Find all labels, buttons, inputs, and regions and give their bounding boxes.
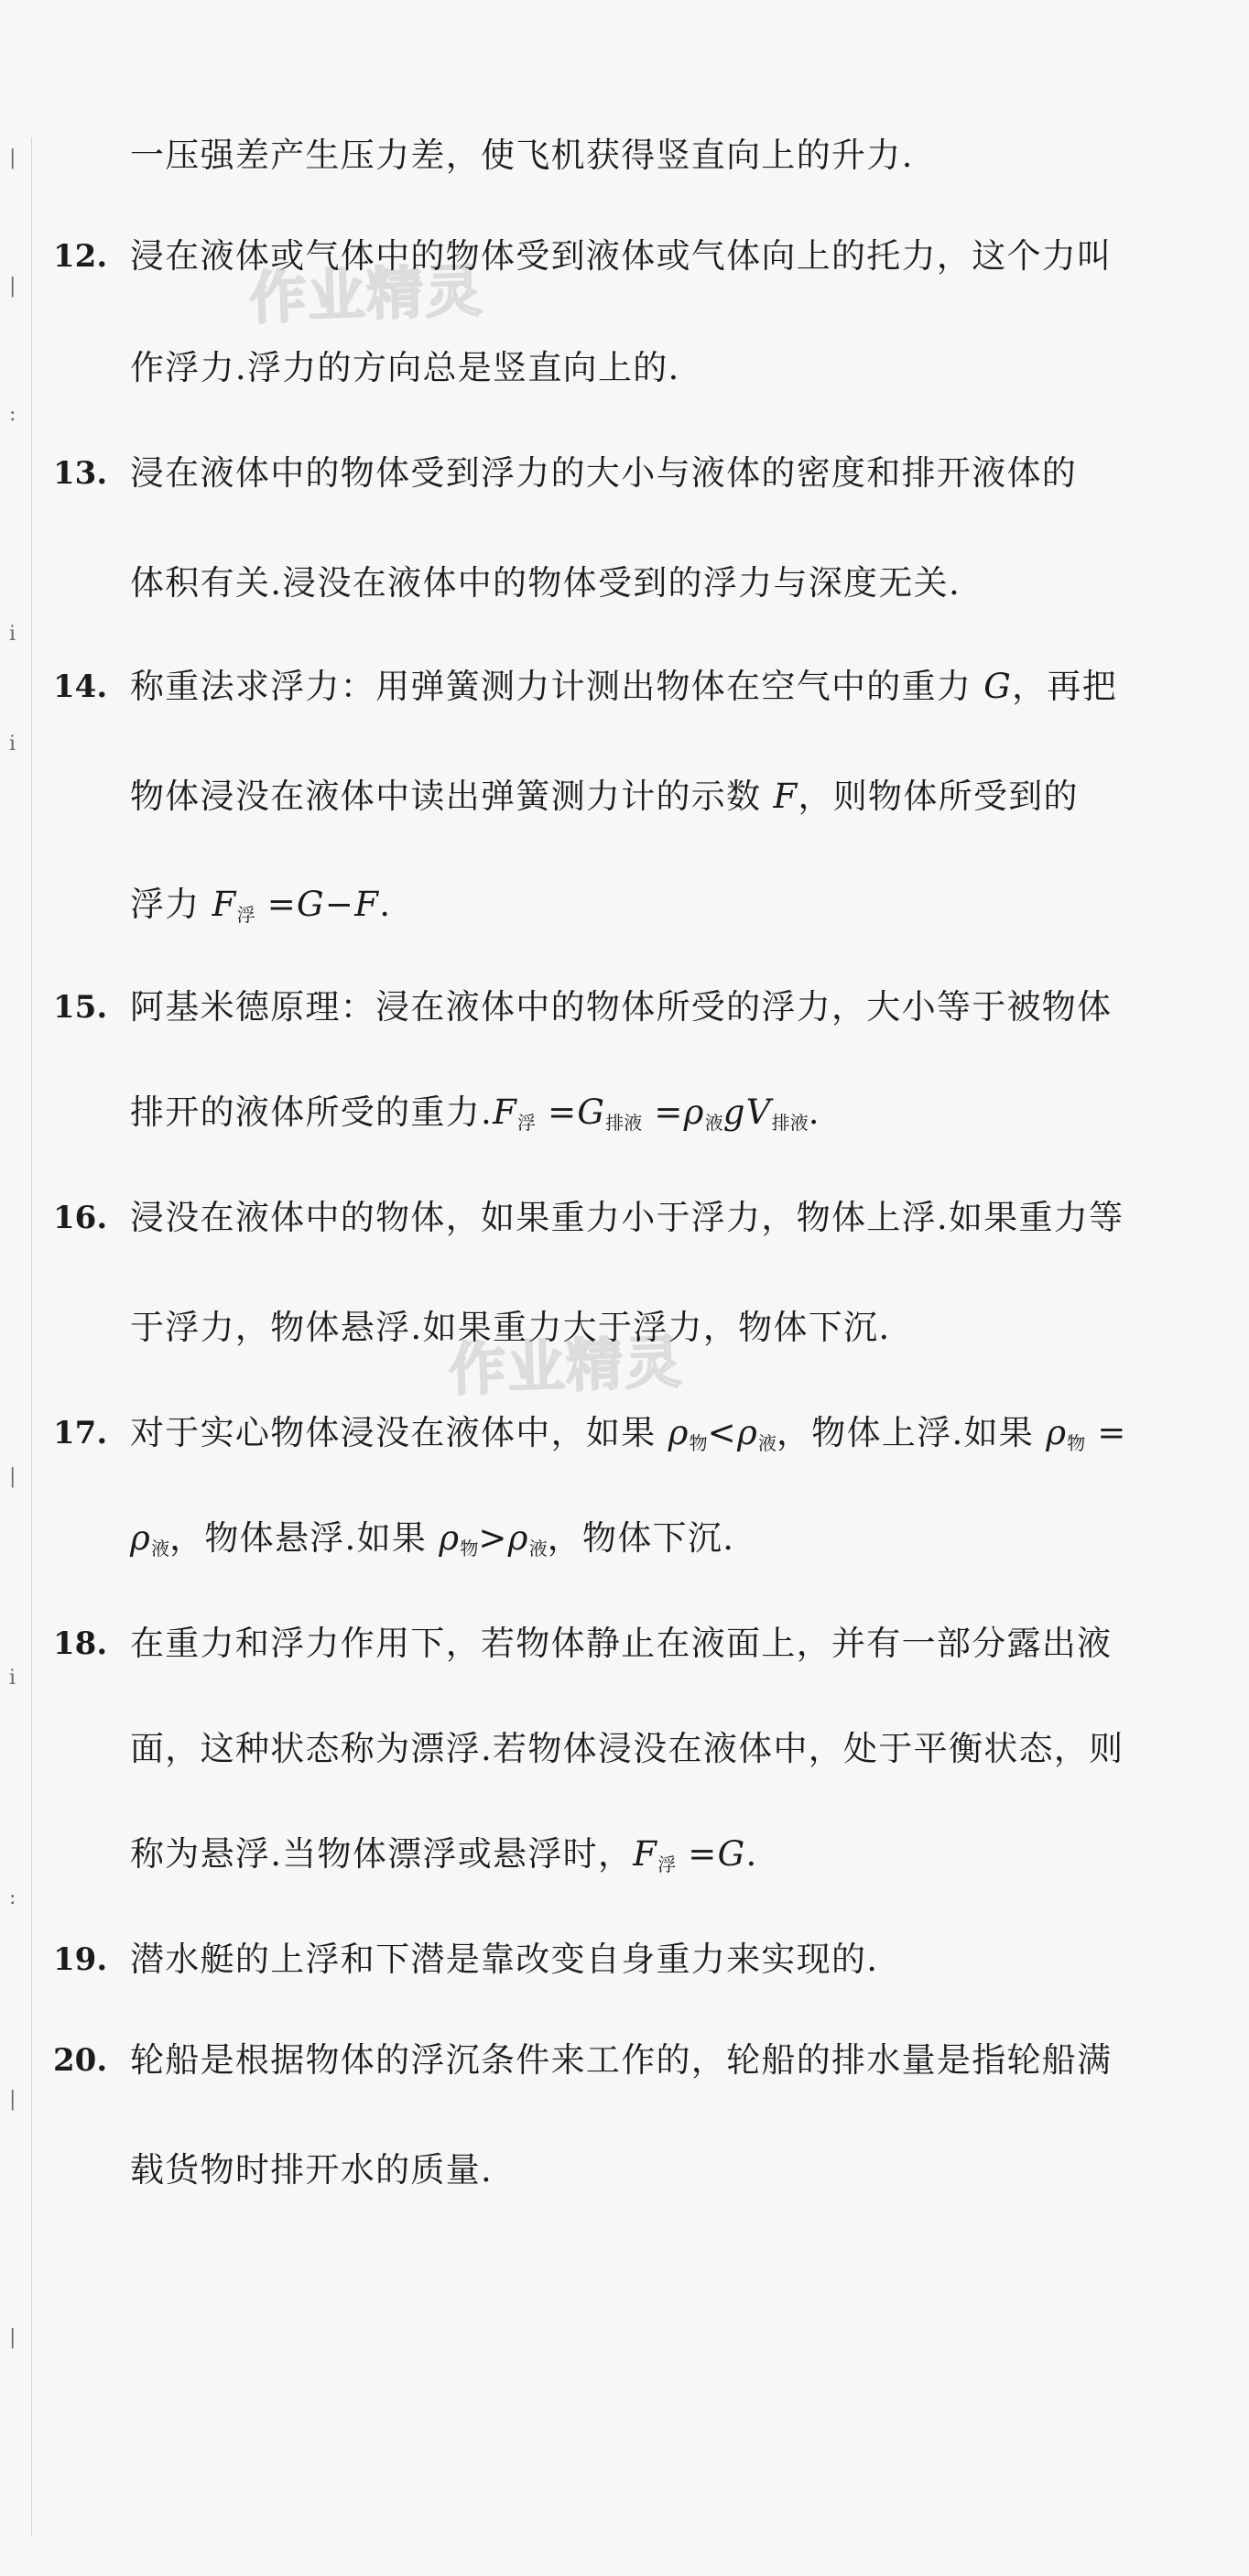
text-run: 在重力和浮力作用下，若物体静止在液面上，并有一部分露出液 <box>130 1624 1113 1663</box>
subscript: 液 <box>151 1538 170 1560</box>
math-symbol: ρ <box>668 1413 690 1452</box>
item-line <box>130 1511 1156 1566</box>
item-line <box>130 446 1156 501</box>
item-number: 20. <box>53 2042 108 2079</box>
text-run: ，物体下沉. <box>547 1518 735 1558</box>
text-run: 体积有关.浸没在液体中的物体受到的浮力与深度无关. <box>130 563 961 603</box>
subscript: 液 <box>704 1112 723 1134</box>
text-run: 浸没在液体中的物体，如果重力小于浮力，物体上浮.如果重力等 <box>130 1198 1124 1237</box>
margin-mark: | <box>9 275 16 298</box>
text-run: 物体浸没在液体中读出弹簧测力计的示数 <box>130 777 774 816</box>
subscript: 物 <box>460 1538 479 1560</box>
math-symbol: F <box>633 1834 658 1874</box>
text-run: 载货物时排开水的质量. <box>130 2150 494 2190</box>
item-line <box>130 1085 1156 1140</box>
text-run: < <box>707 1413 737 1452</box>
text-run: 排开的液体所受的重力. <box>130 1092 494 1132</box>
item-line <box>130 2143 1156 2198</box>
item-line <box>130 877 1156 932</box>
text-run: 一压强差产生压力差，使飞机获得竖直向上的升力. <box>130 136 914 175</box>
margin-mark: i <box>9 623 16 646</box>
item-line <box>130 1616 1156 1671</box>
subscript: 物 <box>689 1432 708 1454</box>
item-line <box>130 2033 1156 2088</box>
margin-mark: | <box>9 1465 16 1488</box>
subscript: 排液 <box>605 1112 643 1134</box>
item-line <box>130 980 1156 1035</box>
item-line <box>130 659 1156 714</box>
math-symbol: G <box>717 1834 746 1874</box>
text-run: 轮船是根据物体的浮沉条件来工作的，轮船的排水量是指轮船满 <box>130 2040 1113 2080</box>
item-line <box>130 341 1156 396</box>
item-number: 18. <box>53 1625 108 1662</box>
text-run: 作浮力.浮力的方向总是竖直向上的. <box>130 348 680 387</box>
subscript: 浮 <box>236 904 255 926</box>
item-number: 17. <box>53 1415 108 1451</box>
text-run: ，则物体所受到的 <box>798 777 1079 816</box>
math-symbol: F <box>493 1092 518 1132</box>
math-symbol: F <box>354 885 380 924</box>
margin-mark: i <box>9 1667 16 1690</box>
text-run: = <box>676 1834 718 1874</box>
text-run: ，物体悬浮.如果 <box>169 1518 440 1558</box>
math-symbol: V <box>745 1092 772 1132</box>
item-number: 16. <box>53 1200 108 1236</box>
item-line <box>130 556 1156 611</box>
margin-mark: : <box>9 1886 16 1909</box>
item-number: 13. <box>53 455 108 492</box>
item-line <box>130 1190 1156 1245</box>
text-run: 称为悬浮.当物体漂浮或悬浮时， <box>130 1834 634 1874</box>
subscript: 液 <box>758 1432 777 1454</box>
text-run: − <box>324 885 355 924</box>
margin-mark: | <box>9 2326 16 2349</box>
subscript: 物 <box>1067 1432 1086 1454</box>
item-line <box>130 229 1156 284</box>
item-line <box>130 128 1156 183</box>
text-run: = <box>255 885 298 924</box>
item-number: 15. <box>53 989 108 1026</box>
text-run: = <box>1085 1413 1127 1452</box>
text-run: 浸在液体中的物体受到浮力的大小与液体的密度和排开液体的 <box>130 453 1078 493</box>
item-line <box>130 1406 1156 1461</box>
math-symbol: G <box>983 667 1013 706</box>
text-run: . <box>379 885 392 924</box>
margin-mark: | <box>9 147 16 169</box>
text-run: 称重法求浮力：用弹簧测力计测出物体在空气中的重力 <box>130 667 984 706</box>
math-symbol: F <box>212 885 237 924</box>
math-symbol: ρ <box>507 1518 529 1558</box>
text-run: 潜水艇的上浮和下潜是靠改变自身重力来实现的. <box>130 1940 879 1979</box>
margin-mark: | <box>9 2088 16 2111</box>
text-run: . <box>745 1834 758 1874</box>
math-symbol: G <box>297 885 325 924</box>
math-symbol: ρ <box>736 1413 758 1452</box>
subscript: 液 <box>528 1538 548 1560</box>
item-line <box>130 1932 1156 1987</box>
watermark: 作业精灵 <box>447 1328 685 1404</box>
subscript: 排液 <box>771 1112 809 1134</box>
item-number: 14. <box>53 668 108 705</box>
math-symbol: ρ <box>439 1518 461 1558</box>
math-symbol: ρ <box>130 1518 152 1558</box>
text-run: 浸在液体或气体中的物体受到液体或气体向上的托力，这个力叫 <box>130 236 1113 276</box>
text-run: 阿基米德原理：浸在液体中的物体所受的浮力，大小等于被物体 <box>130 987 1113 1027</box>
text-run: . <box>808 1092 820 1132</box>
item-line <box>130 1827 1156 1882</box>
text-run: 对于实心物体浸没在液体中，如果 <box>130 1413 668 1452</box>
subscript: 浮 <box>657 1853 677 1875</box>
item-line <box>130 1722 1156 1777</box>
math-symbol: g <box>722 1092 746 1132</box>
watermark: 作业精灵 <box>247 256 485 332</box>
item-line <box>130 769 1156 824</box>
math-symbol: F <box>773 777 798 816</box>
text-run: 面，这种状态称为漂浮.若物体浸没在液体中，处于平衡状态，则 <box>130 1729 1124 1768</box>
math-symbol: ρ <box>1046 1413 1068 1452</box>
math-symbol: ρ <box>683 1092 705 1132</box>
text-run: = <box>642 1092 684 1132</box>
text-run: = <box>536 1092 578 1132</box>
item-line <box>130 1300 1156 1355</box>
text-run: ，物体上浮.如果 <box>777 1413 1047 1452</box>
subscript: 浮 <box>517 1112 537 1134</box>
math-symbol: G <box>577 1092 606 1132</box>
text-run: ，再把 <box>1012 667 1118 706</box>
item-number: 19. <box>53 1941 108 1978</box>
margin-mark: i <box>9 733 16 755</box>
text-run: 于浮力，物体悬浮.如果重力大于浮力，物体下沉. <box>130 1308 891 1347</box>
margin-mark: : <box>9 403 16 426</box>
text-run: > <box>478 1518 508 1558</box>
item-number: 12. <box>53 238 108 275</box>
text-run: 浮力 <box>130 885 212 924</box>
